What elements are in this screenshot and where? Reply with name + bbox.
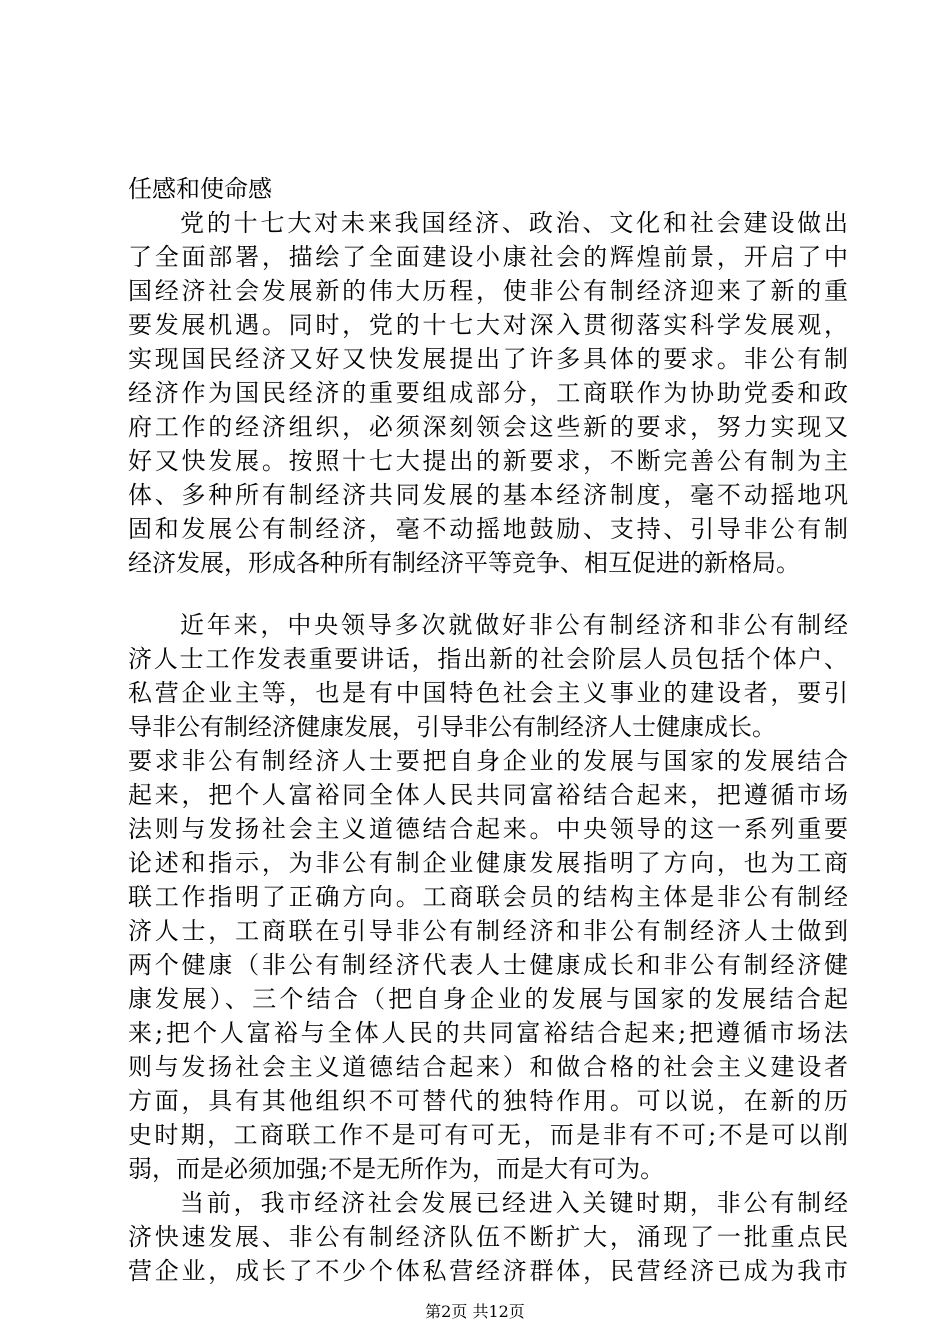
paragraph-line: 方面，具有其他组织不可替代的独特作用。可以说，在新的历 — [128, 1087, 848, 1115]
paragraph-line: 论述和指示，为非公有制企业健康发展指明了方向，也为工商 — [128, 849, 848, 877]
paragraph-line: 私营企业主等，也是有中国特色社会主义事业的建设者，要引 — [128, 679, 848, 707]
paragraph-line: 弱，而是必须加强;不是无所作为，而是大有可为。 — [128, 1155, 665, 1183]
paragraph-line: 当前，我市经济社会发展已经进入关键时期，非公有制经 — [180, 1189, 848, 1217]
paragraph-line: 府工作的经济组织，必须深刻领会这些新的要求，努力实现又 — [128, 413, 848, 441]
paragraph-line: 经济发展，形成各种所有制经济平等竞争、相互促进的新格局。 — [128, 549, 800, 577]
paragraph-line: 史时期，工商联工作不是可有可无，而是非有不可;不是可以削 — [128, 1121, 848, 1149]
paragraph-line: 体、多种所有制经济共同发展的基本经济制度，毫不动摇地巩 — [128, 481, 848, 509]
paragraph-line: 法则与发扬社会主义道德结合起来。中央领导的这一系列重要 — [128, 815, 848, 843]
paragraph-line: 了全面部署，描绘了全面建设小康社会的辉煌前景，开启了中 — [128, 243, 848, 271]
paragraph-line: 两个健康（非公有制经济代表人士健康成长和非公有制经济健 — [128, 951, 848, 979]
paragraph-line: 济人士工作发表重要讲话，指出新的社会阶层人员包括个体户、 — [128, 645, 848, 673]
paragraph-line: 导非公有制经济健康发展，引导非公有制经济人士健康成长。 — [128, 713, 776, 741]
paragraph-line: 康发展）、三个结合（把自身企业的发展与国家的发展结合起 — [128, 985, 848, 1013]
paragraph-line: 任感和使命感 — [128, 175, 272, 203]
paragraph-line: 营企业，成长了不少个体私营经济群体，民营经济已成为我市 — [128, 1257, 848, 1285]
paragraph-line: 国经济社会发展新的伟大历程，使非公有制经济迎来了新的重 — [128, 277, 848, 305]
paragraph-line: 联工作指明了正确方向。工商联会员的结构主体是非公有制经 — [128, 883, 848, 911]
paragraph-line: 实现国民经济又好又快发展提出了许多具体的要求。非公有制 — [128, 345, 848, 373]
paragraph-line: 济快速发展、非公有制经济队伍不断扩大，涌现了一批重点民 — [128, 1223, 848, 1251]
paragraph-line: 经济作为国民经济的重要组成部分，工商联作为协助党委和政 — [128, 379, 848, 407]
paragraph-line: 好又快发展。按照十七大提出的新要求，不断完善公有制为主 — [128, 447, 848, 475]
paragraph-line: 近年来，中央领导多次就做好非公有制经济和非公有制经 — [180, 611, 848, 639]
paragraph-line: 济人士，工商联在引导非公有制经济和非公有制经济人士做到 — [128, 917, 848, 945]
paragraph-line: 来;把个人富裕与全体人民的共同富裕结合起来;把遵循市场法 — [128, 1019, 848, 1047]
paragraph-line: 党的十七大对未来我国经济、政治、文化和社会建设做出 — [180, 209, 848, 237]
page-number-footer: 第2页 共12页 — [425, 1302, 525, 1321]
paragraph-line: 要发展机遇。同时，党的十七大对深入贯彻落实科学发展观， — [128, 311, 848, 339]
paragraph-line: 要求非公有制经济人士要把自身企业的发展与国家的发展结合 — [128, 747, 848, 775]
paragraph-line: 起来，把个人富裕同全体人民共同富裕结合起来，把遵循市场 — [128, 781, 848, 809]
paragraph-line: 固和发展公有制经济，毫不动摇地鼓励、支持、引导非公有制 — [128, 515, 848, 543]
paragraph-line: 则与发扬社会主义道德结合起来）和做合格的社会主义建设者 — [128, 1053, 848, 1081]
